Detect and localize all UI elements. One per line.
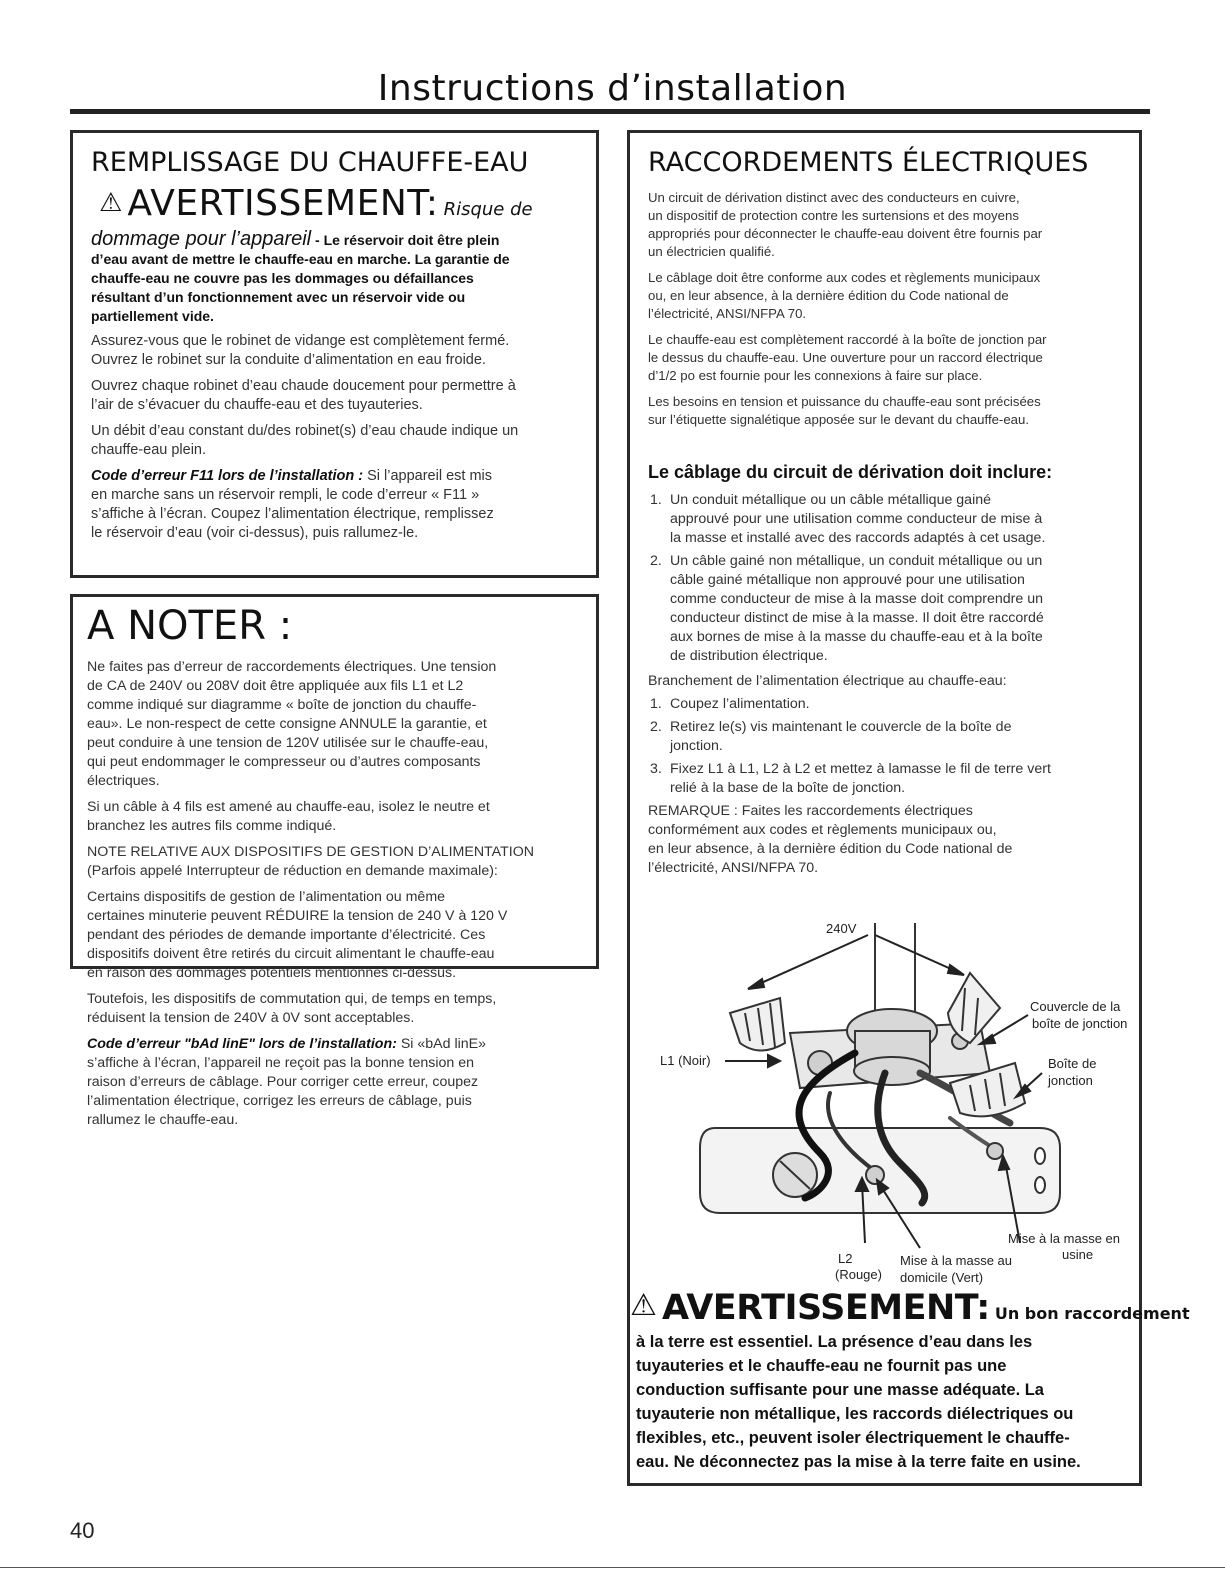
electrical-intro: Un circuit de dérivation distinct avec des conducteurs en cuivre, un dispositif de protection contre les surtensions et des moyens appropriés pour déconnecter le chauffe-eau doivent être fournis par un électricien qualifié. Le câblage doit être conforme aux codes et règlements municipaux ou, en leur absence, à la dernière édition du Code national de l’électricité, ANSI/NFPA 70. Le chauffe-eau est complètement raccordé à la boîte de jonction par le dessus du chauffe-eau. Une ouverture pour un raccord électrique d’1/2 po est fournie pour les connexions à faire sur place. Les besoins en tension et puissance du chauffe-eau sont précisées sur l’étiquette signalétique apposée sur le devant du chauffe-eau. <box>648 190 1047 427</box>
label-l2-1: L2 <box>838 1251 853 1266</box>
warning-triangle-icon: ⚠ <box>99 188 123 218</box>
label-box-2: jonction <box>1048 1073 1093 1088</box>
label-ground-home-1: Mise à la masse au <box>900 1253 1012 1268</box>
power-connection-list <box>648 695 1138 798</box>
filling-heading: REMPLISSAGE DU CHAUFFE-EAU <box>91 147 529 178</box>
note-heading: A NOTER : <box>87 603 293 649</box>
label-l1: L1 (Noir) <box>660 1053 711 1068</box>
note-p5: Toutefois, les dispositifs de commutation qui, de temps en temps, réduisent la tension de 240V à 0V sont acceptables. <box>87 991 497 1026</box>
branch-circuit-list <box>648 491 1138 666</box>
label-cover-1: Couvercle de la <box>1030 999 1121 1014</box>
label-l2-2: (Rouge) <box>835 1267 882 1282</box>
voltage-arrows <box>748 935 964 989</box>
power-connection-title: Branchement de l’alimentation électrique au chauffe-eau: <box>648 673 1007 689</box>
grounding-warning-text: à la terre est essentiel. La présence d’eau dans les tuyauteries et le chauffe-eau ne fournit pas une conduction suffisante pour une masse adéquate. La tuyauterie non métallique, les raccords diélectriques ou flexibles, etc., peuvent isoler électriquement le chauffe- eau. Ne déconnectez pas la mise à la terre faite en usine. <box>636 1333 1081 1471</box>
list-item: 3. Fixez L1 à L1, L2 à L2 et mettez à lamasse le fil de terre vert relié à la base de la boîte de jonction. <box>650 761 1051 796</box>
label-box-1: Boîte de <box>1048 1056 1097 1071</box>
warning-triangle-icon: ⚠ <box>630 1288 657 1323</box>
filling-warning-text: dommage pour l’appareil - Le réservoir doit être plein d’eau avant de mettre le chauffe-eau en marche. La garantie de chauffe-eau ne couvre pas les dommages ou défaillances résultant d’un fonctionnement avec un réservoir vide ou partiellement vide. <box>91 228 510 324</box>
wire-nut-right <box>948 973 1000 1043</box>
note-p2: Si un câble à 4 fils est amené au chauffe-eau, isolez le neutre et branchez les autres fils comme indiqué. <box>87 799 490 834</box>
filling-instructions: Assurez-vous que le robinet de vidange est complètement fermé. Ouvrez le robinet sur la conduite d’alimentation en eau froide. Ouvrez chaque robinet d’eau chaude doucement pour permettre à l’air de s’évacuer du chauffe-eau et des tuyauteries. Un débit d’eau constant du/des robinet(s) d’eau chaude indique un chauffe-eau plein. Code d’erreur F11 lors de l’installation : Si l’appareil est mis en marche sans un réservoir rempli, le code d’erreur « F11 » s’affiche à l’écran. Coupez l’alimentation électrique, remplissez le réservoir d’eau (voir ci-dessus), puis rallumez-le. <box>91 333 519 541</box>
electrical-heading: RACCORDEMENTS ÉLECTRIQUES <box>648 147 1089 178</box>
note-p4: Certains dispositifs de gestion de l’alimentation ou même certaines minuterie peuvent RÉDUIRE la tension de 240 V à 120 V pendant des périodes de demande importante d’électricité. Ces dispositifs doivent être retirés du circuit alimentant le chauffe-eau en raison des dommages potentiels mentionnés ci-dessus. <box>87 889 508 981</box>
list-item: 2. Un câble gainé non métallique, un conduit métallique ou un câble gainé métallique non approuvé pour une utilisation comme conducteur de mise à la masse doit comprendre un conducteur distinct de mise à la masse. Il doit être raccordé aux bornes de mise à la masse du chauffe-eau et à la boîte de distribution électrique. <box>650 553 1044 664</box>
junction-box-diagram <box>630 913 1139 1313</box>
remark: REMARQUE : Faites les raccordements électriques conformément aux codes et règlements municipaux ou, en leur absence, à la dernière édition du Code national de l’électricité, ANSI/NFPA 70. <box>648 803 1013 876</box>
note-body <box>87 658 592 1130</box>
page-title: Instructions d’installation <box>377 68 848 109</box>
page-number: 40 <box>70 1518 95 1543</box>
note-section <box>70 594 599 1128</box>
list-item: 2. Retirez le(s) vis maintenant le couvercle de la boîte de jonction. <box>650 719 1012 754</box>
note-p6: Code d’erreur "bAd linE" lors de l’installation: Si «bAd linE» s’affiche à l’écran, l’appareil ne reçoit pas la bonne tension en raison d’erreurs de câblage. Pour corriger cette erreur, coupez l’alimentation électrique, corrigez les erreurs de câblage, puis rallumez le chauffe-eau. <box>87 1036 486 1128</box>
filling-section <box>70 130 599 578</box>
electrical-section <box>627 130 1190 1486</box>
label-ground-home-2: domicile (Vert) <box>900 1270 984 1285</box>
list-item: 1. Un conduit métallique ou un câble métallique gainé approuvé pour une utilisation comme conducteur de mise à la masse et installé avec des raccords adaptés à cet usage. <box>650 492 1046 546</box>
wire-nut-left <box>730 998 785 1051</box>
electrical-lists <box>648 491 1138 878</box>
bottom-divider <box>0 1567 1225 1568</box>
grounding-warning-title: ⚠ AVERTISSEMENT: Un bon raccordement <box>630 1288 1190 1328</box>
filling-warning-title: ⚠ AVERTISSEMENT: Risque de <box>99 183 533 224</box>
note-p1: Ne faites pas d’erreur de raccordements électriques. Une tension de CA de 240V ou 208V doit être appliquée aux fils L1 et L2 comme indiqué sur diagramme « boîte de jonction du chauffe- eau». Le non-respect de cette consigne ANNULE la garantie, et peut conduire à une tension de 120V utilisée sur le chauffe-eau, qui peut endommager le compresseur ou d’autres composants électriques. <box>87 659 497 789</box>
label-ground-factory-1: Mise à la masse en <box>1008 1231 1120 1246</box>
note-p3: NOTE RELATIVE AUX DISPOSITIFS DE GESTION D’ALIMENTATION (Parfois appelé Interrupteur de réduction en demande maximale): <box>87 844 534 879</box>
label-cover-2: boîte de jonction <box>1032 1016 1128 1031</box>
list-item: 1. Coupez l’alimentation. <box>650 696 810 712</box>
label-ground-factory-2: usine <box>1062 1247 1094 1262</box>
title-divider <box>70 109 1150 114</box>
branch-circuit-subheading: Le câblage du circuit de dérivation doit inclure: <box>648 462 1053 482</box>
label-240v: 240V <box>826 921 857 936</box>
